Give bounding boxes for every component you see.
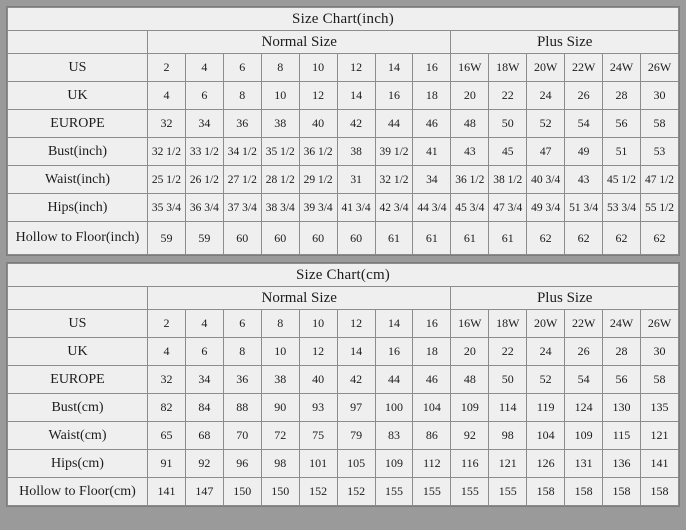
cell: 70 (223, 422, 261, 450)
cell: 96 (223, 450, 261, 478)
cell: 18W (489, 54, 527, 82)
cell: 62 (527, 222, 565, 255)
cell: 22 (489, 338, 527, 366)
chart-title-row (8, 8, 679, 31)
cell: 36 1/2 (451, 166, 489, 194)
table-row (8, 422, 679, 450)
cell: 49 (565, 138, 603, 166)
cell: 115 (603, 422, 641, 450)
row-label: Waist(inch) (8, 166, 148, 194)
cell: 46 (413, 366, 451, 394)
cell: 34 (413, 166, 451, 194)
cell: 39 1/2 (375, 138, 413, 166)
cell: 16 (375, 338, 413, 366)
cell: 41 (413, 138, 451, 166)
group-normal-size: Normal Size (148, 287, 451, 310)
cell: 12 (337, 54, 375, 82)
cell: 124 (565, 394, 603, 422)
cell: 152 (299, 478, 337, 506)
cell: 84 (185, 394, 223, 422)
table-row (8, 138, 679, 166)
table-row (8, 450, 679, 478)
cell: 48 (451, 366, 489, 394)
cell: 36 (223, 366, 261, 394)
cell: 109 (565, 422, 603, 450)
size-chart-cm (6, 262, 680, 507)
cell: 10 (299, 310, 337, 338)
row-label: UK (8, 82, 148, 110)
cell: 114 (489, 394, 527, 422)
cell: 45 3/4 (451, 194, 489, 222)
cell: 45 (489, 138, 527, 166)
cell: 43 (451, 138, 489, 166)
row-label: UK (8, 338, 148, 366)
cell: 44 (375, 366, 413, 394)
cell: 44 (375, 110, 413, 138)
cell: 32 (148, 110, 186, 138)
row-label: Bust(inch) (8, 138, 148, 166)
cell: 91 (148, 450, 186, 478)
cell: 26 1/2 (185, 166, 223, 194)
cell: 141 (640, 450, 678, 478)
cell: 150 (223, 478, 261, 506)
cell: 52 (527, 366, 565, 394)
cell: 16W (451, 310, 489, 338)
chart-title: Size Chart(cm) (8, 264, 679, 287)
cell: 152 (337, 478, 375, 506)
row-label: Hips(cm) (8, 450, 148, 478)
cell: 62 (603, 222, 641, 255)
cell: 18 (413, 82, 451, 110)
cell: 62 (640, 222, 678, 255)
table-row (8, 82, 679, 110)
table-row (8, 310, 679, 338)
cell: 101 (299, 450, 337, 478)
cell: 14 (375, 310, 413, 338)
cell: 42 (337, 110, 375, 138)
group-plus-size: Plus Size (451, 31, 679, 54)
cell: 121 (489, 450, 527, 478)
cell: 38 (261, 366, 299, 394)
cell: 135 (640, 394, 678, 422)
cell: 60 (261, 222, 299, 255)
cell: 49 3/4 (527, 194, 565, 222)
row-label: Hollow to Floor(cm) (8, 478, 148, 506)
cell: 30 (640, 82, 678, 110)
cell: 14 (337, 338, 375, 366)
cell: 12 (337, 310, 375, 338)
cell: 20W (527, 310, 565, 338)
cell: 4 (185, 310, 223, 338)
cell: 34 1/2 (223, 138, 261, 166)
cell: 34 (185, 110, 223, 138)
cell: 54 (565, 366, 603, 394)
cell: 58 (640, 366, 678, 394)
cell: 47 3/4 (489, 194, 527, 222)
cell: 4 (148, 338, 186, 366)
cell: 61 (375, 222, 413, 255)
cell: 10 (261, 82, 299, 110)
group-blank (8, 31, 148, 54)
size-chart-inch (6, 6, 680, 256)
cell: 98 (489, 422, 527, 450)
cell: 35 1/2 (261, 138, 299, 166)
cell: 36 (223, 110, 261, 138)
cell: 20W (527, 54, 565, 82)
cell: 45 1/2 (603, 166, 641, 194)
cell: 147 (185, 478, 223, 506)
cell: 31 (337, 166, 375, 194)
cell: 93 (299, 394, 337, 422)
cell: 14 (375, 54, 413, 82)
table-row (8, 394, 679, 422)
cell: 47 1/2 (640, 166, 678, 194)
cell: 75 (299, 422, 337, 450)
cell: 6 (223, 310, 261, 338)
cell: 16W (451, 54, 489, 82)
cell: 24 (527, 82, 565, 110)
cell: 72 (261, 422, 299, 450)
cell: 155 (375, 478, 413, 506)
cell: 40 3/4 (527, 166, 565, 194)
cell: 10 (261, 338, 299, 366)
cell: 104 (527, 422, 565, 450)
cell: 55 1/2 (640, 194, 678, 222)
table-row (8, 110, 679, 138)
cell: 92 (451, 422, 489, 450)
cell: 24 (527, 338, 565, 366)
group-plus-size: Plus Size (451, 287, 679, 310)
cell: 158 (527, 478, 565, 506)
cell: 38 1/2 (489, 166, 527, 194)
cell: 50 (489, 110, 527, 138)
cell: 26 (565, 338, 603, 366)
row-label: Bust(cm) (8, 394, 148, 422)
cell: 16 (375, 82, 413, 110)
cell: 100 (375, 394, 413, 422)
cell: 18 (413, 338, 451, 366)
cell: 62 (565, 222, 603, 255)
chart-title-row (8, 264, 679, 287)
cell: 24W (603, 310, 641, 338)
cell: 8 (261, 310, 299, 338)
cell: 121 (640, 422, 678, 450)
cell: 97 (337, 394, 375, 422)
cell: 40 (299, 366, 337, 394)
cell: 42 (337, 366, 375, 394)
cell: 44 3/4 (413, 194, 451, 222)
cell: 26W (640, 310, 678, 338)
cell: 109 (451, 394, 489, 422)
cell: 12 (299, 338, 337, 366)
cell: 38 (337, 138, 375, 166)
table-row (8, 338, 679, 366)
cell: 29 1/2 (299, 166, 337, 194)
cell: 92 (185, 450, 223, 478)
cell: 155 (413, 478, 451, 506)
row-label: US (8, 54, 148, 82)
cell: 51 (603, 138, 641, 166)
cell: 56 (603, 110, 641, 138)
row-label: Hips(inch) (8, 194, 148, 222)
cell: 61 (413, 222, 451, 255)
cell: 25 1/2 (148, 166, 186, 194)
cell: 33 1/2 (185, 138, 223, 166)
cell: 2 (148, 54, 186, 82)
row-label: Hollow to Floor(inch) (8, 222, 148, 255)
cell: 6 (223, 54, 261, 82)
cell: 24W (603, 54, 641, 82)
cell: 8 (223, 82, 261, 110)
cell: 43 (565, 166, 603, 194)
cell: 47 (527, 138, 565, 166)
cell: 40 (299, 110, 337, 138)
cell: 105 (337, 450, 375, 478)
cell: 20 (451, 338, 489, 366)
cell: 28 1/2 (261, 166, 299, 194)
cell: 18W (489, 310, 527, 338)
cell: 155 (451, 478, 489, 506)
cell: 6 (185, 82, 223, 110)
cell: 34 (185, 366, 223, 394)
group-blank (8, 287, 148, 310)
table-row (8, 166, 679, 194)
cell: 22 (489, 82, 527, 110)
row-label: US (8, 310, 148, 338)
cell: 119 (527, 394, 565, 422)
cell: 37 3/4 (223, 194, 261, 222)
cell: 83 (375, 422, 413, 450)
cell: 4 (185, 54, 223, 82)
cell: 26 (565, 82, 603, 110)
cell: 150 (261, 478, 299, 506)
cell: 30 (640, 338, 678, 366)
cell: 16 (413, 54, 451, 82)
cell: 26W (640, 54, 678, 82)
cell: 53 3/4 (603, 194, 641, 222)
cell: 42 3/4 (375, 194, 413, 222)
cell: 10 (299, 54, 337, 82)
cell: 8 (261, 54, 299, 82)
cell: 54 (565, 110, 603, 138)
cell: 32 (148, 366, 186, 394)
chart-title: Size Chart(inch) (8, 8, 679, 31)
cell: 41 3/4 (337, 194, 375, 222)
cell: 136 (603, 450, 641, 478)
cell: 35 3/4 (148, 194, 186, 222)
cell: 126 (527, 450, 565, 478)
cell: 2 (148, 310, 186, 338)
cell: 98 (261, 450, 299, 478)
chart-group-row (8, 287, 679, 310)
table-row (8, 366, 679, 394)
group-normal-size: Normal Size (148, 31, 451, 54)
cell: 59 (148, 222, 186, 255)
cell: 68 (185, 422, 223, 450)
cell: 158 (640, 478, 678, 506)
cell: 48 (451, 110, 489, 138)
cell: 56 (603, 366, 641, 394)
cell: 22W (565, 54, 603, 82)
table-row (8, 54, 679, 82)
cell: 60 (299, 222, 337, 255)
cell: 52 (527, 110, 565, 138)
cell: 60 (337, 222, 375, 255)
cell: 51 3/4 (565, 194, 603, 222)
cell: 109 (375, 450, 413, 478)
cell: 158 (565, 478, 603, 506)
cell: 130 (603, 394, 641, 422)
size-chart-cm-table (7, 263, 679, 506)
cell: 61 (451, 222, 489, 255)
table-row (8, 478, 679, 506)
cell: 59 (185, 222, 223, 255)
cell: 12 (299, 82, 337, 110)
chart-group-row (8, 31, 679, 54)
cell: 36 3/4 (185, 194, 223, 222)
cell: 4 (148, 82, 186, 110)
cell: 50 (489, 366, 527, 394)
cell: 65 (148, 422, 186, 450)
cell: 131 (565, 450, 603, 478)
cell: 60 (223, 222, 261, 255)
row-label: EUROPE (8, 366, 148, 394)
cell: 86 (413, 422, 451, 450)
table-row (8, 194, 679, 222)
row-label: Waist(cm) (8, 422, 148, 450)
cell: 28 (603, 82, 641, 110)
row-label: EUROPE (8, 110, 148, 138)
cell: 58 (640, 110, 678, 138)
cell: 112 (413, 450, 451, 478)
cell: 16 (413, 310, 451, 338)
cell: 61 (489, 222, 527, 255)
cell: 39 3/4 (299, 194, 337, 222)
cell: 14 (337, 82, 375, 110)
cell: 155 (489, 478, 527, 506)
cell: 79 (337, 422, 375, 450)
cell: 38 3/4 (261, 194, 299, 222)
cell: 20 (451, 82, 489, 110)
table-row (8, 222, 679, 255)
cell: 8 (223, 338, 261, 366)
cell: 104 (413, 394, 451, 422)
cell: 158 (603, 478, 641, 506)
cell: 141 (148, 478, 186, 506)
cell: 116 (451, 450, 489, 478)
cell: 88 (223, 394, 261, 422)
size-chart-inch-table (7, 7, 679, 255)
cell: 53 (640, 138, 678, 166)
cell: 22W (565, 310, 603, 338)
cell: 27 1/2 (223, 166, 261, 194)
cell: 28 (603, 338, 641, 366)
cell: 82 (148, 394, 186, 422)
cell: 32 1/2 (375, 166, 413, 194)
cell: 46 (413, 110, 451, 138)
cell: 38 (261, 110, 299, 138)
cell: 36 1/2 (299, 138, 337, 166)
cell: 32 1/2 (148, 138, 186, 166)
cell: 90 (261, 394, 299, 422)
cell: 6 (185, 338, 223, 366)
